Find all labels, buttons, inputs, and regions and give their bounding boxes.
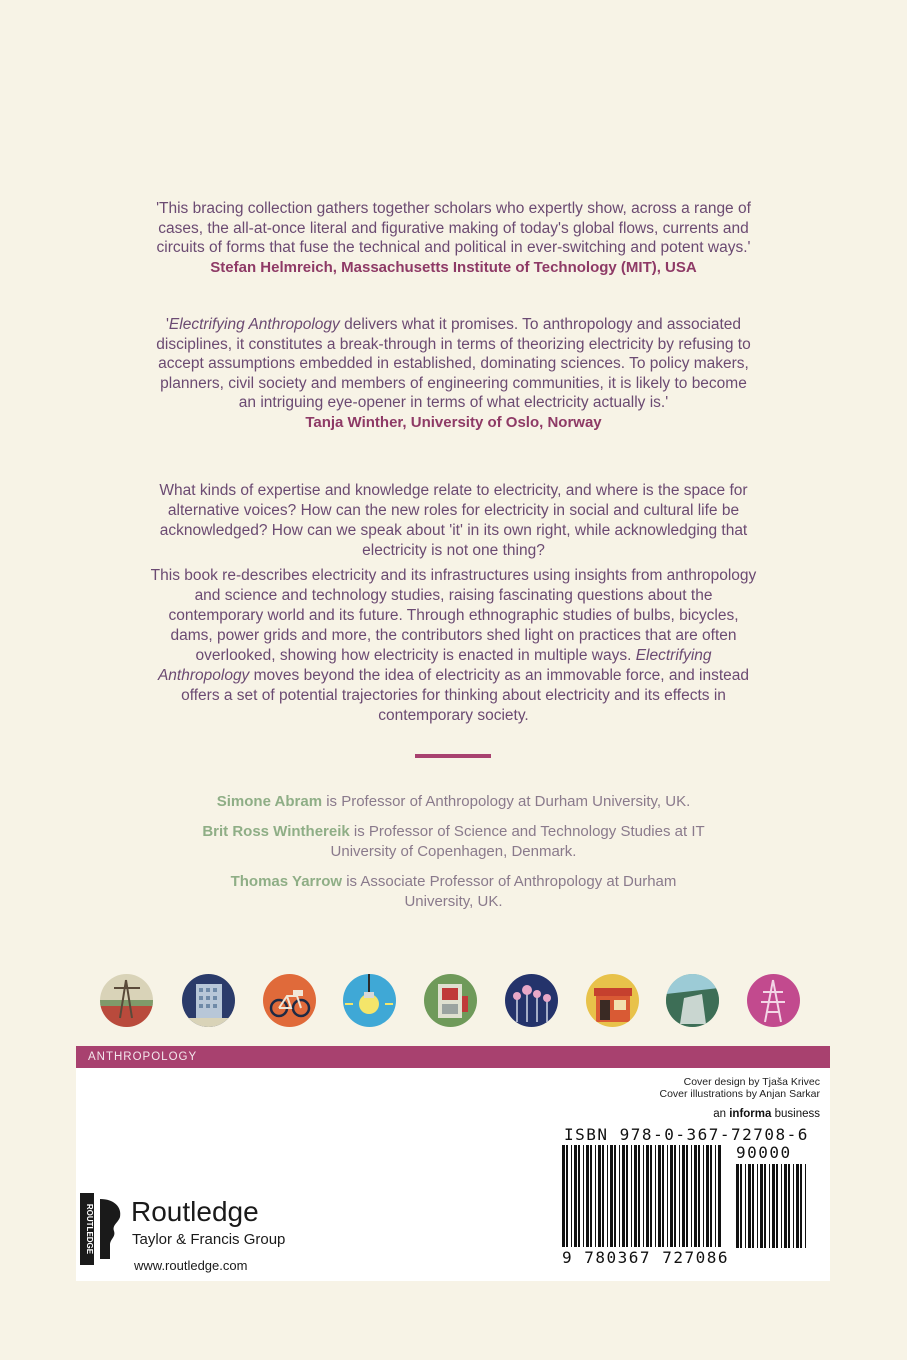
barcode-bar <box>800 1164 802 1248</box>
barcode-bar <box>583 1145 584 1247</box>
isbn-label: ISBN 978-0-367-72708-6 <box>564 1125 809 1144</box>
barcode-bar <box>776 1164 778 1248</box>
barcode-bar <box>643 1145 644 1247</box>
category-band: ANTHROPOLOGY <box>76 1046 830 1068</box>
cabinet-illustration-icon <box>424 974 477 1027</box>
barcode-bar <box>650 1145 652 1247</box>
barcode-bar <box>760 1164 763 1248</box>
quote-text: 'This bracing collection gathers together scholars who expertly show, across a range of cases, the all-at-once literal and figurative making of today's global flows, currents and circuits of forms that fuse the technical and political in ever-switching and potent ways.' <box>156 200 751 257</box>
barcode-bar <box>682 1145 685 1247</box>
barcode-bar <box>805 1164 806 1248</box>
barcode-bar <box>566 1145 568 1247</box>
barcode-bar <box>571 1145 572 1247</box>
barcode-bar <box>610 1145 613 1247</box>
blurb-text: moves beyond the idea of electricity as an immovable force, and instead offers a set of potential trajectories for thinking about electricity and its effects in contemporary society. <box>181 667 750 724</box>
quote-attribution: Stefan Helmreich, Massachusetts Institute of Technology (MIT), USA <box>210 258 697 276</box>
informa-prefix: an <box>713 1108 730 1120</box>
barcode-bar <box>622 1145 625 1247</box>
barcode-bar <box>674 1145 676 1247</box>
endorsement-quote-1 <box>150 199 757 277</box>
dam-illustration-icon <box>666 974 719 1027</box>
quote-text: delivers what it promises. To anthropology and associated disciplines, it constitutes a break-through in terms of theorizing electricity by refusing to accept assumptions embedded in established, dominating sciences. To policy makers, planners, civil society and members of engineering communities, it is likely to become an intriguing eye-opener in terms of what electricity actually is.' <box>156 316 751 412</box>
logo-text: ROUTLEDGE <box>85 1203 94 1255</box>
barcode-bar <box>710 1145 712 1247</box>
shop-illustration-icon <box>586 974 639 1027</box>
barcode-bar <box>655 1145 656 1247</box>
barcode-bar <box>631 1145 632 1247</box>
barcode-bar <box>694 1145 697 1247</box>
barcode-bar <box>796 1164 799 1248</box>
barcode-bar <box>634 1145 637 1247</box>
author-name: Brit Ross Winthereik <box>202 823 350 840</box>
barcode-bar <box>670 1145 673 1247</box>
book-title: Electrifying Anthropology <box>168 316 340 333</box>
bicycle-illustration-icon <box>263 974 316 1027</box>
barcode-bar <box>764 1164 766 1248</box>
barcode-bar <box>698 1145 700 1247</box>
cover-credits <box>660 1076 821 1100</box>
barcode-bar <box>607 1145 608 1247</box>
blurb-paragraph-2 <box>150 566 757 726</box>
author-bio <box>225 872 682 912</box>
author-bio-text: is Professor of Science and Technology Studies at IT University of Copenhagen, Denmark. <box>330 823 705 860</box>
barcode-bar <box>679 1145 680 1247</box>
barcode-bar <box>748 1164 751 1248</box>
barcode-bar <box>793 1164 794 1248</box>
barcode-bar <box>586 1145 589 1247</box>
barcode-bar <box>752 1164 754 1248</box>
barcode-bar <box>578 1145 580 1247</box>
cover-design-credit: Cover design by Tjaša Krivec <box>683 1076 820 1088</box>
informa-brand: informa <box>729 1108 772 1120</box>
quote-open-mark: ' <box>165 316 169 333</box>
price-barcode <box>736 1164 810 1248</box>
barcode-bar <box>703 1145 704 1247</box>
author-name: Simone Abram <box>216 793 323 810</box>
book-title: Electrifying Anthropology <box>157 647 712 684</box>
barcode-bar <box>769 1164 770 1248</box>
barcode-bar <box>602 1145 604 1247</box>
barcode-bar <box>658 1145 661 1247</box>
illustration-strip <box>100 974 806 1028</box>
barcode-bar <box>626 1145 628 1247</box>
endorsement-quote-2 <box>150 315 757 433</box>
cover-illustrations-credit: Cover illustrations by Anjan Sarkar <box>659 1088 820 1100</box>
quote-attribution: Tanja Winther, University of Oslo, Norway <box>305 413 602 431</box>
barcode-bar <box>706 1145 709 1247</box>
price-code: 90000 <box>736 1143 792 1162</box>
barcode-bar <box>772 1164 775 1248</box>
barcode-bar <box>667 1145 668 1247</box>
barcode-bar <box>574 1145 577 1247</box>
barcode-bar <box>740 1164 742 1248</box>
author-bio-text: is Professor of Anthropology at Durham University, UK. <box>322 793 691 810</box>
barcode-bar <box>781 1164 782 1248</box>
isbn-barcode <box>562 1145 722 1247</box>
power-tower-illustration-icon <box>747 974 800 1027</box>
publisher-url[interactable]: www.routledge.com <box>134 1258 248 1273</box>
barcode-bar <box>715 1145 716 1247</box>
pylon-illustration-icon <box>100 974 153 1027</box>
blurb-paragraph-1: What kinds of expertise and knowledge relate to electricity, and where is the space for alternative voices? How can the new roles for electricity in social and cultural life be acknowledged? How can we speak about 'it' in its own right, while acknowledging that electricity is not one thing? <box>159 482 748 559</box>
lightbulb-illustration-icon <box>343 974 396 1027</box>
author-name: Thomas Yarrow <box>230 873 343 890</box>
barcode-number: 9 780367 727086 <box>562 1248 729 1267</box>
barcode-bar <box>757 1164 758 1248</box>
barcode-bar <box>638 1145 640 1247</box>
building-illustration-icon <box>182 974 235 1027</box>
author-bio <box>190 822 717 862</box>
routledge-logo-icon <box>80 1193 124 1265</box>
flowers-illustration-icon <box>505 974 558 1027</box>
barcode-bar <box>646 1145 649 1247</box>
barcode-bar <box>686 1145 688 1247</box>
barcode-bar <box>614 1145 616 1247</box>
barcode-bar <box>718 1145 721 1247</box>
informa-business-label <box>713 1108 820 1120</box>
publisher-name: Routledge <box>131 1196 259 1227</box>
barcode-bar <box>788 1164 790 1248</box>
author-bio <box>150 792 757 812</box>
barcode-bar <box>691 1145 692 1247</box>
barcode-bar <box>745 1164 746 1248</box>
informa-suffix: business <box>771 1108 820 1120</box>
barcode-bar <box>619 1145 620 1247</box>
barcode-bar <box>662 1145 664 1247</box>
barcode-bar <box>590 1145 592 1247</box>
barcode-bar <box>595 1145 596 1247</box>
publisher-group: Taylor & Francis Group <box>132 1231 286 1248</box>
barcode-bar <box>598 1145 601 1247</box>
barcode-bar <box>736 1164 739 1248</box>
barcode-bar <box>562 1145 565 1247</box>
author-bio-text: is Associate Professor of Anthropology at Durham University, UK. <box>342 873 677 910</box>
section-divider <box>415 754 491 758</box>
barcode-bar <box>784 1164 787 1248</box>
publisher-panel <box>76 1068 830 1281</box>
blurb-text: This book re-describes electricity and its infrastructures using insights from anthropology and science and technology studies, raising fascinating questions about the contemporary world and its future. Through ethnographic studies of bulbs, bicycles, dams, power grids and more, the contributors shed light on practices that are often overlooked, showing how electricity is enacted in multiple ways. <box>150 567 757 664</box>
